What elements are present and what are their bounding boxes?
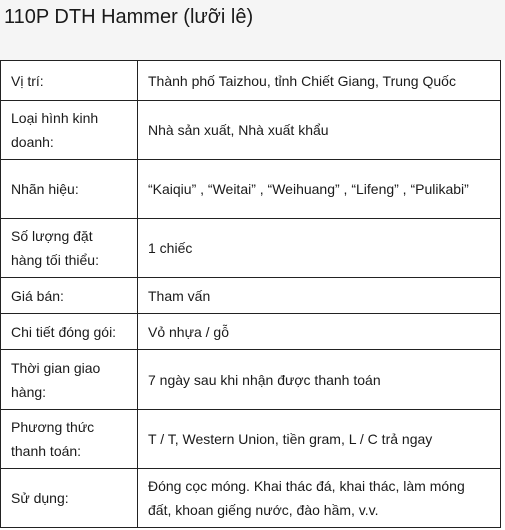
page-title: 110P DTH Hammer (lưỡi lê) [4, 6, 254, 28]
table-row [1, 314, 501, 350]
row-value-brand: “Kaiqiu” , “Weitai” , “Weihuang” , “Lifeng” , “Pulikabi” [138, 160, 501, 219]
table-row [1, 219, 501, 278]
row-label-packaging: Chi tiết đóng gói: [1, 314, 138, 350]
row-label-payment: Phương thức thanh toán: [1, 410, 138, 469]
table-row [1, 160, 501, 219]
row-label-delivery-time: Thời gian giao hàng: [1, 350, 138, 410]
page-header [0, 0, 505, 60]
table-row [1, 61, 501, 101]
row-value-packaging: Vỏ nhựa / gỗ [138, 314, 501, 350]
row-value-business-type: Nhà sản xuất, Nhà xuất khẩu [138, 101, 501, 160]
row-label-price: Giá bán: [1, 278, 138, 314]
table-row [1, 278, 501, 314]
row-label-business-type: Loại hình kinh doanh: [1, 101, 138, 160]
row-value-location: Thành phố Taizhou, tỉnh Chiết Giang, Trung Quốc [138, 61, 501, 101]
row-value-price: Tham vấn [138, 278, 501, 314]
row-value-usage: Đóng cọc móng. Khai thác đá, khai thác, làm móng đất, khoan giếng nước, đào hầm, v.v. [138, 469, 501, 528]
row-value-delivery-time: 7 ngày sau khi nhận được thanh toán [138, 350, 501, 410]
table-row [1, 101, 501, 160]
row-value-payment: T / T, Western Union, tiền gram, L / C trả ngay [138, 410, 501, 469]
row-label-location: Vị trí: [1, 61, 138, 101]
table-row [1, 469, 501, 528]
product-spec-table [0, 60, 501, 528]
row-label-brand: Nhãn hiệu: [1, 160, 138, 219]
row-label-min-order: Số lượng đặt hàng tối thiểu: [1, 219, 138, 278]
row-label-usage: Sử dụng: [1, 469, 138, 528]
row-value-min-order: 1 chiếc [138, 219, 501, 278]
table-row [1, 350, 501, 410]
table-row [1, 410, 501, 469]
